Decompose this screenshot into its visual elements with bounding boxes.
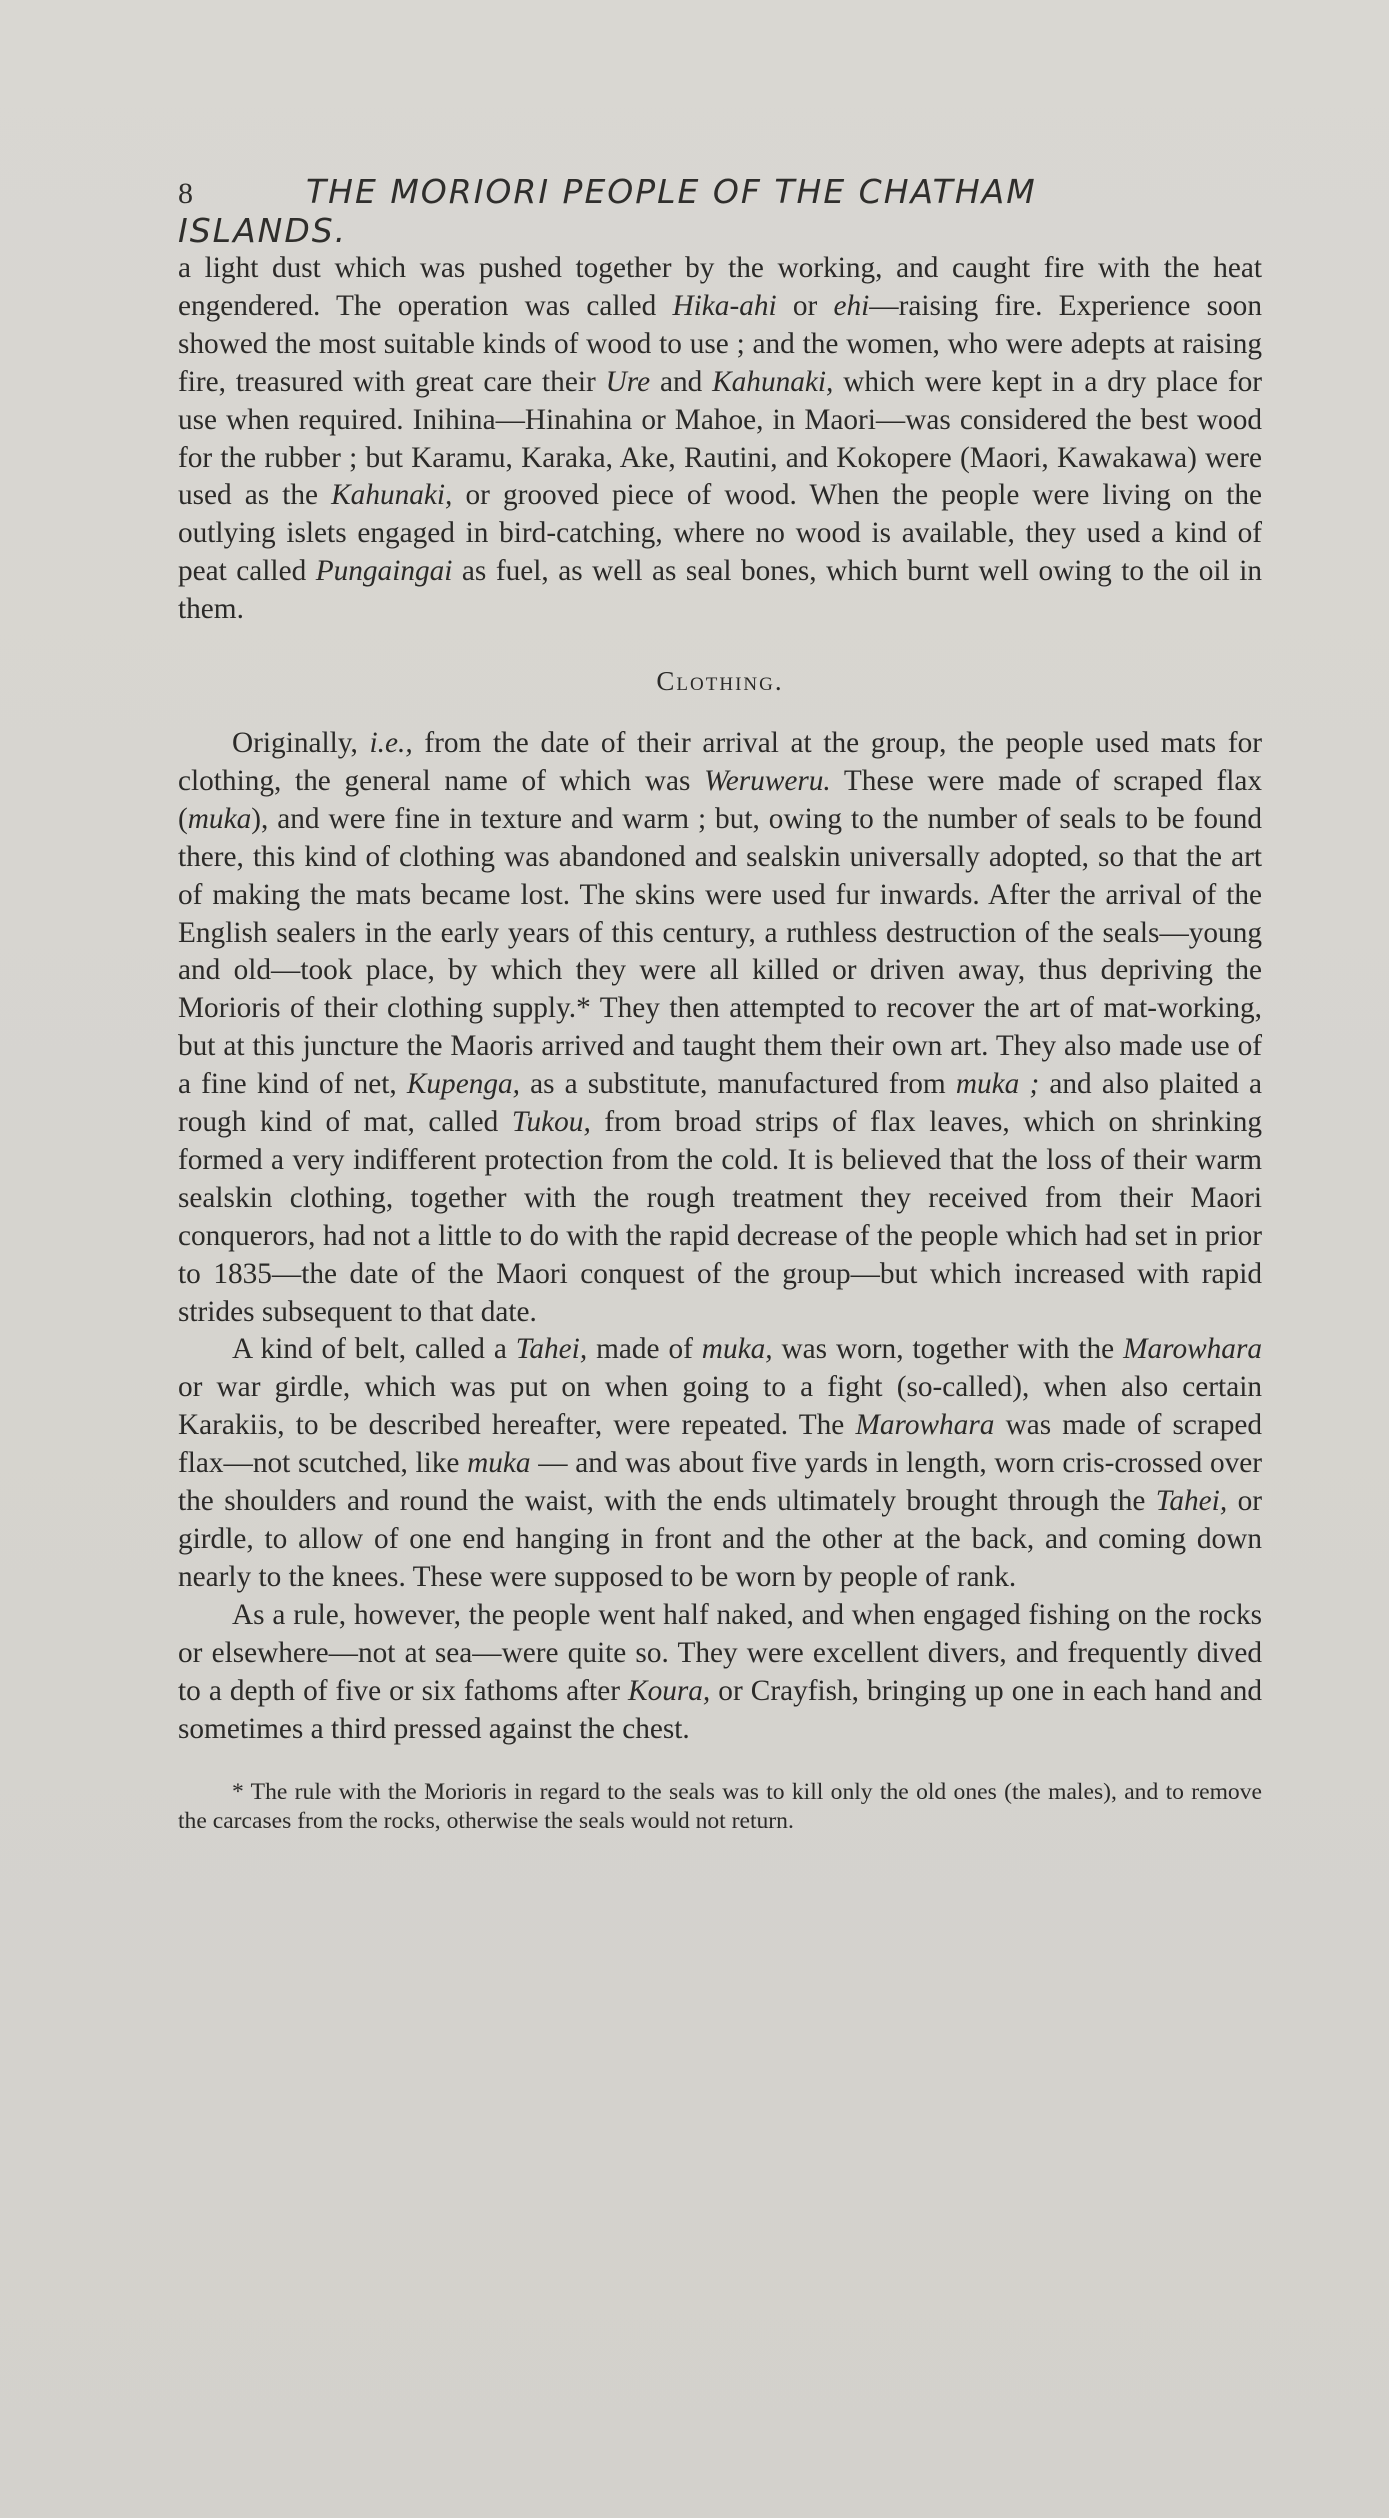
- italic-term: Marowhara: [855, 1409, 995, 1442]
- paragraph-fire: [178, 250, 1262, 629]
- italic-term: muka,: [701, 1333, 773, 1366]
- italic-term: Kahunaki,: [331, 479, 453, 512]
- text-run: which were kept in a dry place for use when required. Inihina—Hinahina or Mahoe, in Maori—was considered the best wood for the rubber ; but Karamu, Karaka, Ake, Rautini, and Kokopere (Maori, Kawakawa) were used as the: [178, 365, 1263, 512]
- text-run: from broad strips of flax leaves, which on shrinking formed a very indifferent protection from the cold. It is believed that the loss of their warm sealskin clothing, together with the rough treatment they received from their Maori conquerors, had not a little to do with the rapid decrease of the people which had set in prior to 1835—the date of the Maori conquest of the group—but which increased with rapid strides subsequent to that date.: [178, 1106, 1262, 1328]
- italic-term: ehi: [833, 289, 870, 322]
- italic-term: Ure: [605, 365, 651, 398]
- italic-term: Kupenga,: [406, 1068, 520, 1101]
- text-run: or Crayfish, bringing up one in each hand and sometimes a third pressed against the chest.: [178, 1674, 1262, 1745]
- italic-term: muka: [187, 802, 252, 835]
- text-run: was worn, together with the: [772, 1333, 1124, 1366]
- running-title: THE MORIORI PEOPLE OF THE CHATHAM ISLANDS.: [178, 172, 1037, 250]
- page-number: 8: [178, 177, 195, 210]
- italic-term: i.e.,: [369, 726, 413, 759]
- italic-term: Hika-ahi: [672, 289, 777, 322]
- italic-term: Tahei,: [515, 1333, 588, 1366]
- page-body: [178, 250, 1262, 1835]
- italic-term: Pungaingai: [315, 555, 453, 588]
- paragraph-fishing: [178, 1597, 1262, 1749]
- text-run: or: [776, 289, 834, 322]
- text-run: Originally,: [232, 726, 370, 759]
- italic-term: muka: [467, 1447, 531, 1480]
- italic-term: muka ;: [955, 1068, 1040, 1101]
- italic-term: Marowhara: [1123, 1333, 1262, 1366]
- text-run: or girdle, to allow of one end hanging in front and the other at the back, and coming down nearly to the knees. These were supposed to be worn by people of rank.: [178, 1485, 1262, 1593]
- text-run: or war girdle, which was put on when going to a fight (so-called), when also certain Karakiis, to be described hereafter, were repeated. The: [178, 1371, 1262, 1442]
- text-run: As a rule, however, the people went half naked, and when engaged fishing on the rocks or elsewhere—not at sea—were quite so. They were excellent divers, and frequently dived to a depth of five or six fathoms after: [178, 1598, 1262, 1707]
- italic-term: Tukou,: [511, 1106, 591, 1139]
- text-run: and also plaited a rough kind of mat, called: [178, 1068, 1263, 1139]
- text-run: These were made of scraped flax (: [178, 764, 1262, 835]
- text-run: —raising fire. Experience soon showed the most suitable kinds of wood to use ; and the women, who were adepts at raising fire, treasured with great care their: [178, 289, 1262, 398]
- text-run: A kind of belt, called a: [232, 1333, 516, 1366]
- italic-term: Tahei,: [1155, 1485, 1228, 1518]
- text-run: and: [650, 365, 713, 398]
- text-run: a light dust which was pushed together by the working, and caught fire with the heat engendered. The operation was called: [178, 252, 1262, 322]
- italic-term: Weruweru.: [704, 764, 831, 797]
- footnote: * The rule with the Morioris in regard to the seals was to kill only the old ones (the males), and to remove the carcases from the rocks, otherwise the seals would not return.: [178, 1779, 1262, 1834]
- text-run: from the date of their arrival at the group, the people used mats for clothing, the general name of which was: [178, 726, 1262, 797]
- running-header: [178, 172, 1178, 250]
- section-heading: Clothing.: [656, 666, 784, 697]
- text-run: or grooved piece of wood. When the people were living on the outlying islets engaged in bird-catching, where no wood is available, they used a kind of peat called: [178, 479, 1262, 588]
- text-run: as fuel, as well as seal bones, which burnt well owing to the oil in them.: [178, 555, 1262, 626]
- text-run: as a substitute, manufactured from: [519, 1068, 956, 1101]
- paragraph-clothing: [178, 725, 1262, 1332]
- italic-term: Kahunaki,: [712, 365, 834, 398]
- text-run: made of: [587, 1333, 702, 1366]
- paragraph-belt: [178, 1331, 1262, 1596]
- text-run: — and was about five yards in length, worn cris-crossed over the shoulders and round the waist, with the ends ultimately brought through the: [178, 1447, 1263, 1518]
- text-run: ), and were fine in texture and warm ; but, owing to the number of seals to be found there, this kind of clothing was abandoned and sealskin universally adopted, so that the art of making the mats became lost. The skins were used fur inwards. After the arrival of the English sealers in the early years of this century, a ruthless destruction of the seals—young and old—took place, by which they were all killed or driven away, thus depriving the Morioris of their clothing supply.* They then attempted to recover the art of mat-working, but at this juncture the Maoris arrived and taught them their own art. They also made use of a fine kind of net,: [178, 802, 1262, 1101]
- italic-term: Koura,: [628, 1674, 711, 1707]
- text-run: was made of scraped flax—not scutched, like: [178, 1409, 1262, 1480]
